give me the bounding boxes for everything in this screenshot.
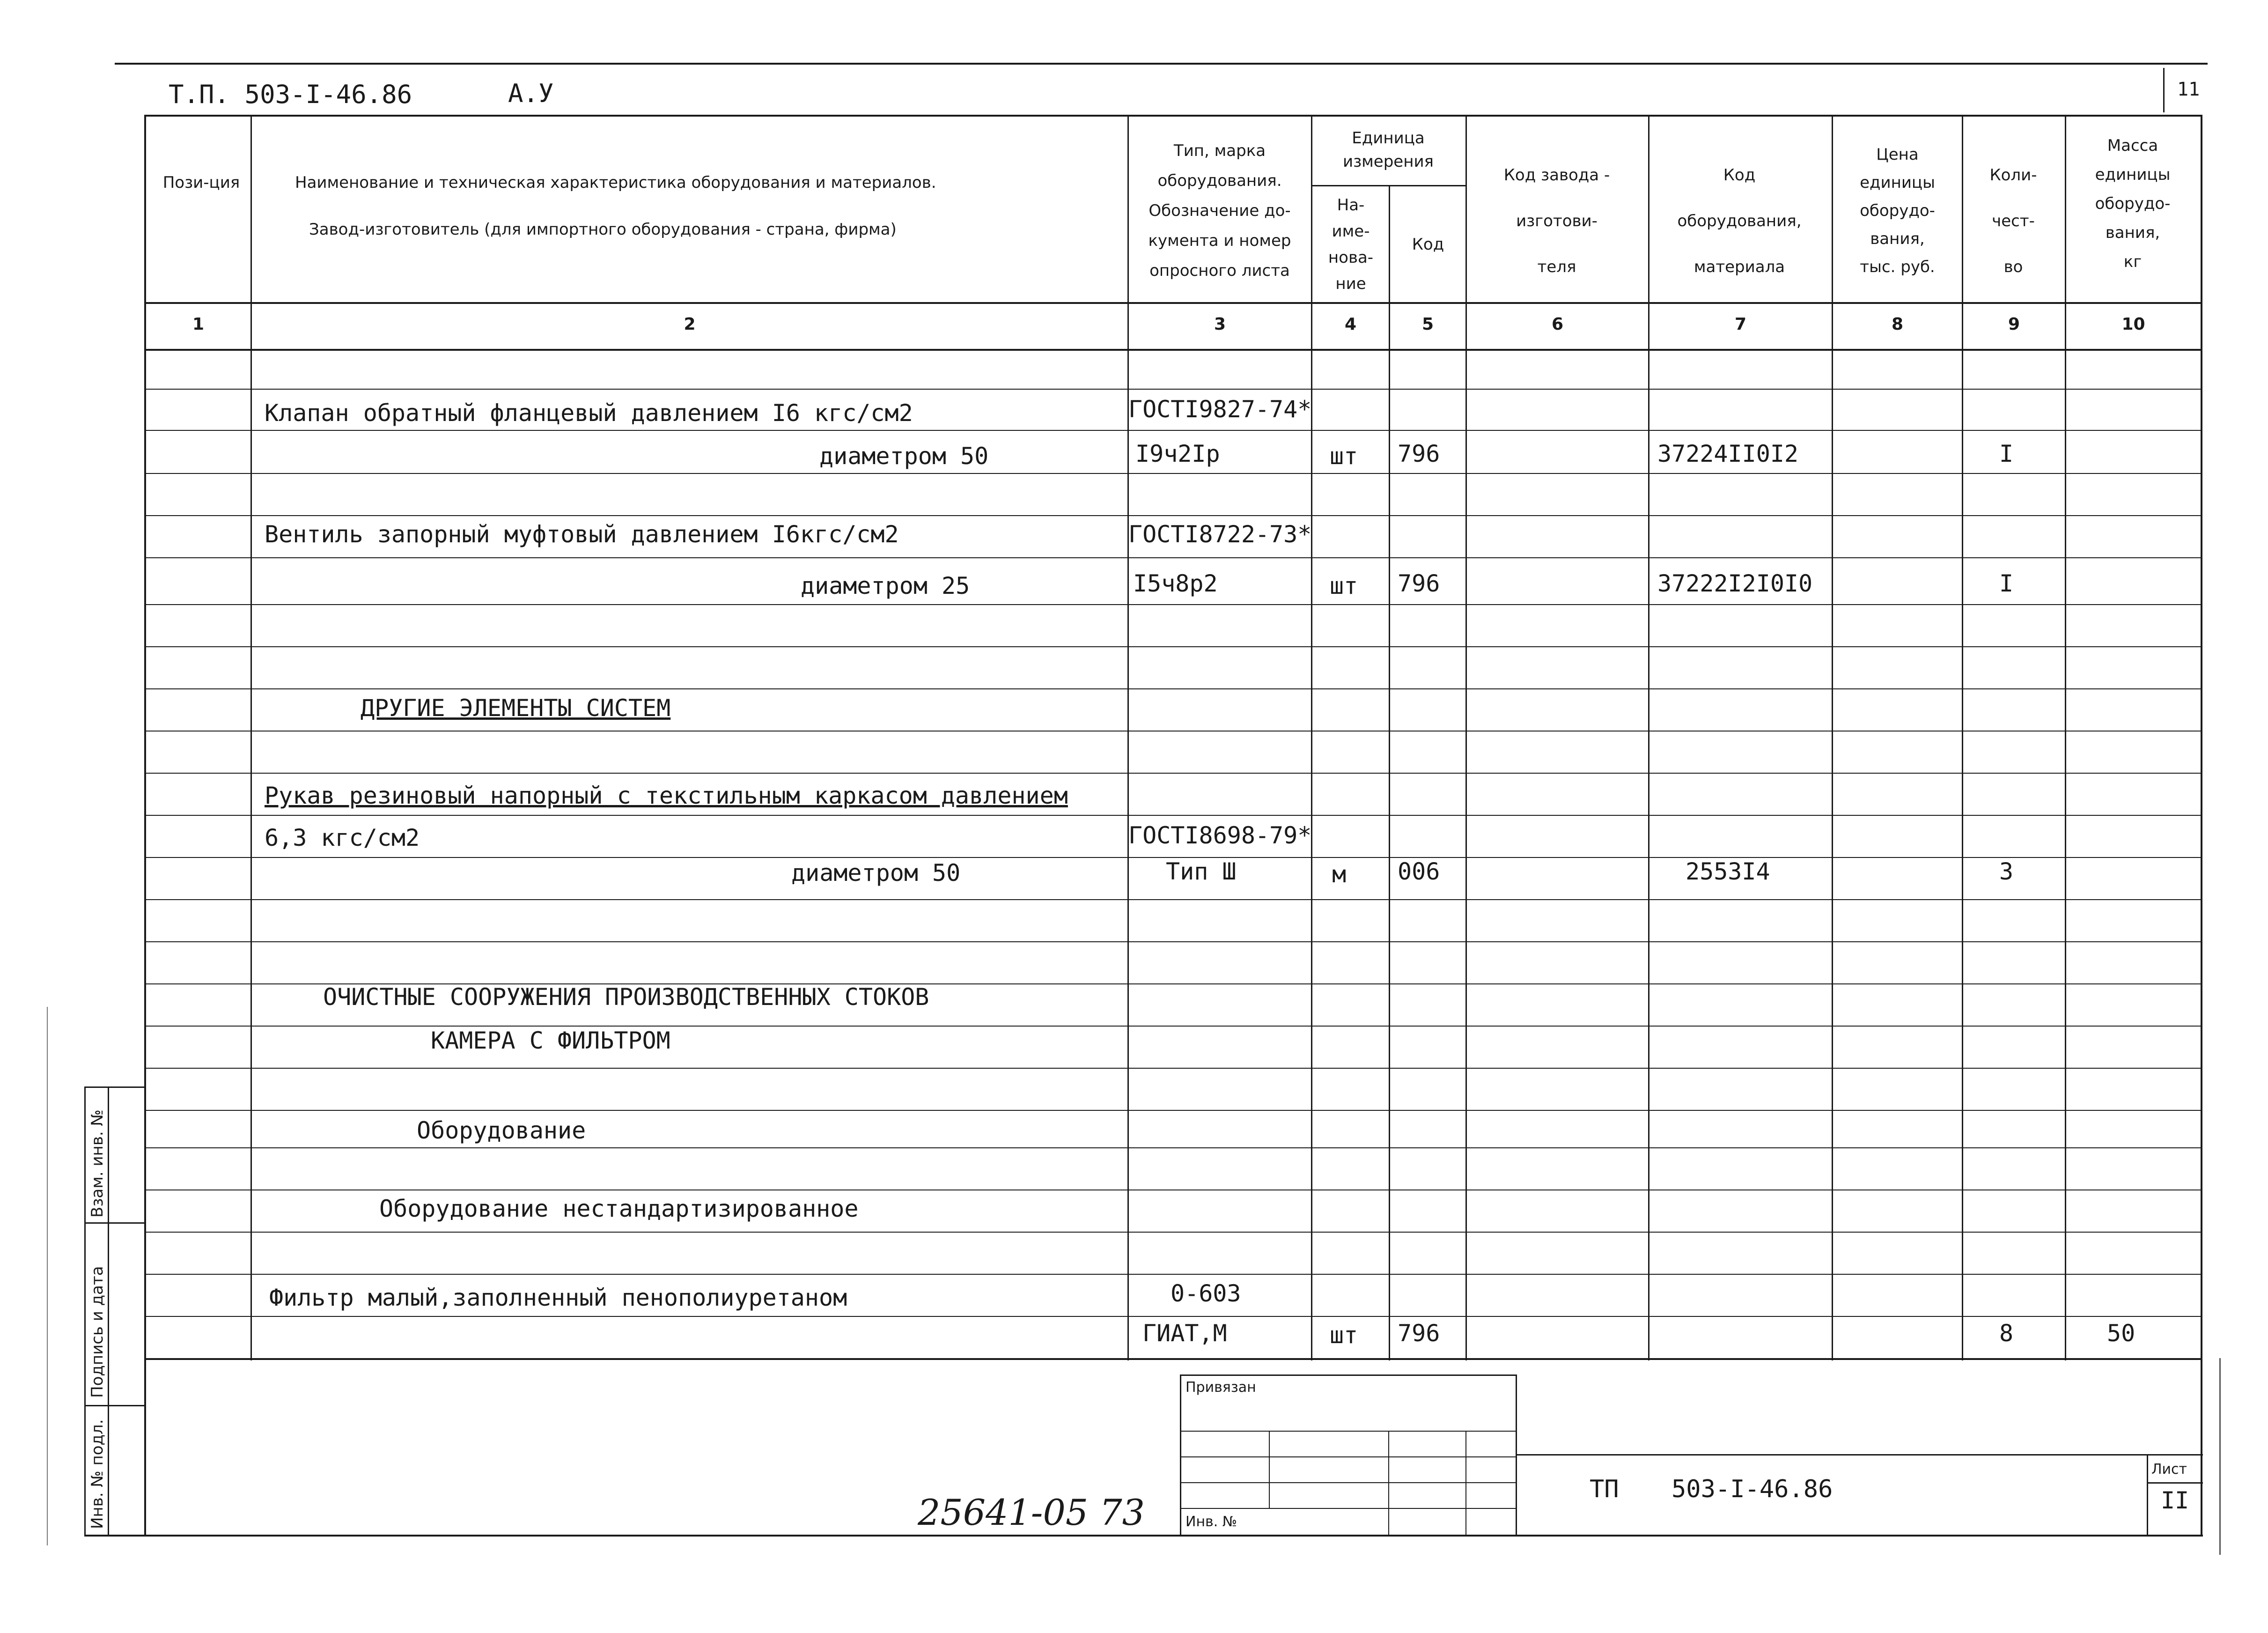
header-unit-code: Код	[1412, 235, 1444, 254]
item-unit-code: 796	[1398, 1320, 1440, 1347]
item-type: I5ч8р2	[1133, 570, 1218, 597]
item-type: ГИАТ,М	[1142, 1320, 1227, 1347]
item-quantity: 8	[1999, 1320, 2014, 1347]
col-number: 8	[1891, 315, 1904, 334]
item-quantity: 3	[1999, 858, 2014, 885]
item-type: ГОСТI8698-79*	[1128, 822, 1312, 849]
header-unit-name: На- име- нова- ние	[1328, 196, 1374, 293]
header-mass: Масса единицы оборудо- вания, кг	[2095, 136, 2171, 271]
item-name: диаметром 50	[819, 443, 989, 470]
section-title: ДРУГИЕ ЭЛЕМЕНТЫ СИСТЕМ	[361, 695, 671, 722]
stamp-list-number: II	[2161, 1487, 2189, 1514]
item-equipment-code: 37222I2I0I0	[1657, 570, 1813, 597]
col-number: 3	[1214, 315, 1226, 334]
item-name: диаметром 25	[801, 572, 970, 599]
item-name: Вентиль запорный муфтовый давлением I6кгс/см2	[265, 521, 899, 548]
item-type: I9ч2Iр	[1135, 440, 1220, 467]
item-name: Фильтр малый,заполненный пенополиуретаном	[269, 1284, 847, 1311]
item-name: 6,3 кгс/см2	[265, 824, 420, 851]
item-unit-code: 796	[1398, 570, 1440, 597]
header-quantity: Коли- чест- во	[1989, 166, 2037, 276]
header-unit: Единица измерения	[1342, 129, 1434, 171]
col-number: 9	[2008, 315, 2020, 334]
item-quantity: I	[1999, 440, 2014, 467]
item-quantity: I	[1999, 570, 2014, 597]
item-unit: шт	[1330, 443, 1358, 470]
item-name: диаметром 50	[791, 859, 961, 887]
side-label-inv-podl: Инв. № подл.	[88, 1419, 107, 1529]
item-type: Тип Ш	[1166, 858, 1237, 885]
stamp-code: 503-I-46.86	[1672, 1475, 1833, 1503]
side-label-podpis: Подпись и дата	[88, 1266, 107, 1398]
stamp-tp: ТП	[1590, 1475, 1619, 1503]
col-number: 4	[1344, 315, 1357, 334]
section-subtitle: Оборудование нестандартизированное	[379, 1195, 859, 1222]
item-unit: м	[1332, 861, 1347, 888]
item-equipment-code: 2553I4	[1686, 858, 1770, 885]
doc-code-top: Т.П. 503-I-46.86	[169, 80, 412, 109]
item-unit: шт	[1330, 1322, 1358, 1349]
page-mark: 11	[2177, 79, 2200, 100]
item-name: Клапан обратный фланцевый давлением I6 кгс/см2	[265, 399, 913, 427]
stamp-inv-no: Инв. №	[1186, 1514, 1237, 1530]
item-type: ГОСТI8722-73*	[1128, 521, 1312, 548]
header-equipment-code: Код оборудования, материала	[1677, 166, 1802, 276]
side-label-vzam: Взам. инв. №	[88, 1109, 107, 1218]
header-type: Тип, марка оборудования. Обозначение до- кумента и номер опросного листа	[1148, 141, 1291, 280]
item-type: 0-603	[1171, 1280, 1241, 1307]
item-unit-code: 006	[1398, 858, 1440, 885]
col-number: 7	[1734, 315, 1747, 334]
stamp-list-label: Лист	[2151, 1461, 2187, 1478]
item-unit-code: 796	[1398, 440, 1440, 467]
col-number: 1	[192, 315, 205, 334]
col-number: 6	[1551, 315, 1564, 334]
title-block	[1180, 1374, 1517, 1536]
handwritten-number: 25641-05 73	[918, 1492, 1145, 1533]
stamp-privyazan: Привязан	[1186, 1379, 1256, 1396]
header-factory-code: Код завода - изготови- теля	[1503, 166, 1610, 276]
item-equipment-code: 37224II0I2	[1657, 440, 1799, 467]
col-number: 10	[2121, 315, 2145, 334]
section-subtitle: Оборудование	[417, 1117, 586, 1144]
header-position: Пози-ция	[162, 173, 240, 192]
album-label: А.У	[508, 79, 554, 108]
item-name: Рукав резиновый напорный с текстильным каркасом давлением	[265, 782, 1068, 809]
header-price: Цена единицы оборудо- вания, тыс. руб.	[1860, 145, 1935, 276]
section-subtitle: КАМЕРА С ФИЛЬТРОМ	[431, 1027, 670, 1054]
item-type: ГОСТI9827-74*	[1128, 396, 1312, 423]
item-mass: 50	[2107, 1320, 2135, 1347]
col-number: 5	[1421, 315, 1434, 334]
section-title: ОЧИСТНЫЕ СООРУЖЕНИЯ ПРОИЗВОДСТВЕННЫХ СТОКОВ	[323, 983, 929, 1011]
item-unit: шт	[1330, 572, 1358, 599]
col-number: 2	[684, 315, 696, 334]
header-name: Наименование и техническая характеристика оборудования и материалов. Завод-изготовитель (для импортного оборудования - страна, фирма)	[295, 173, 936, 239]
